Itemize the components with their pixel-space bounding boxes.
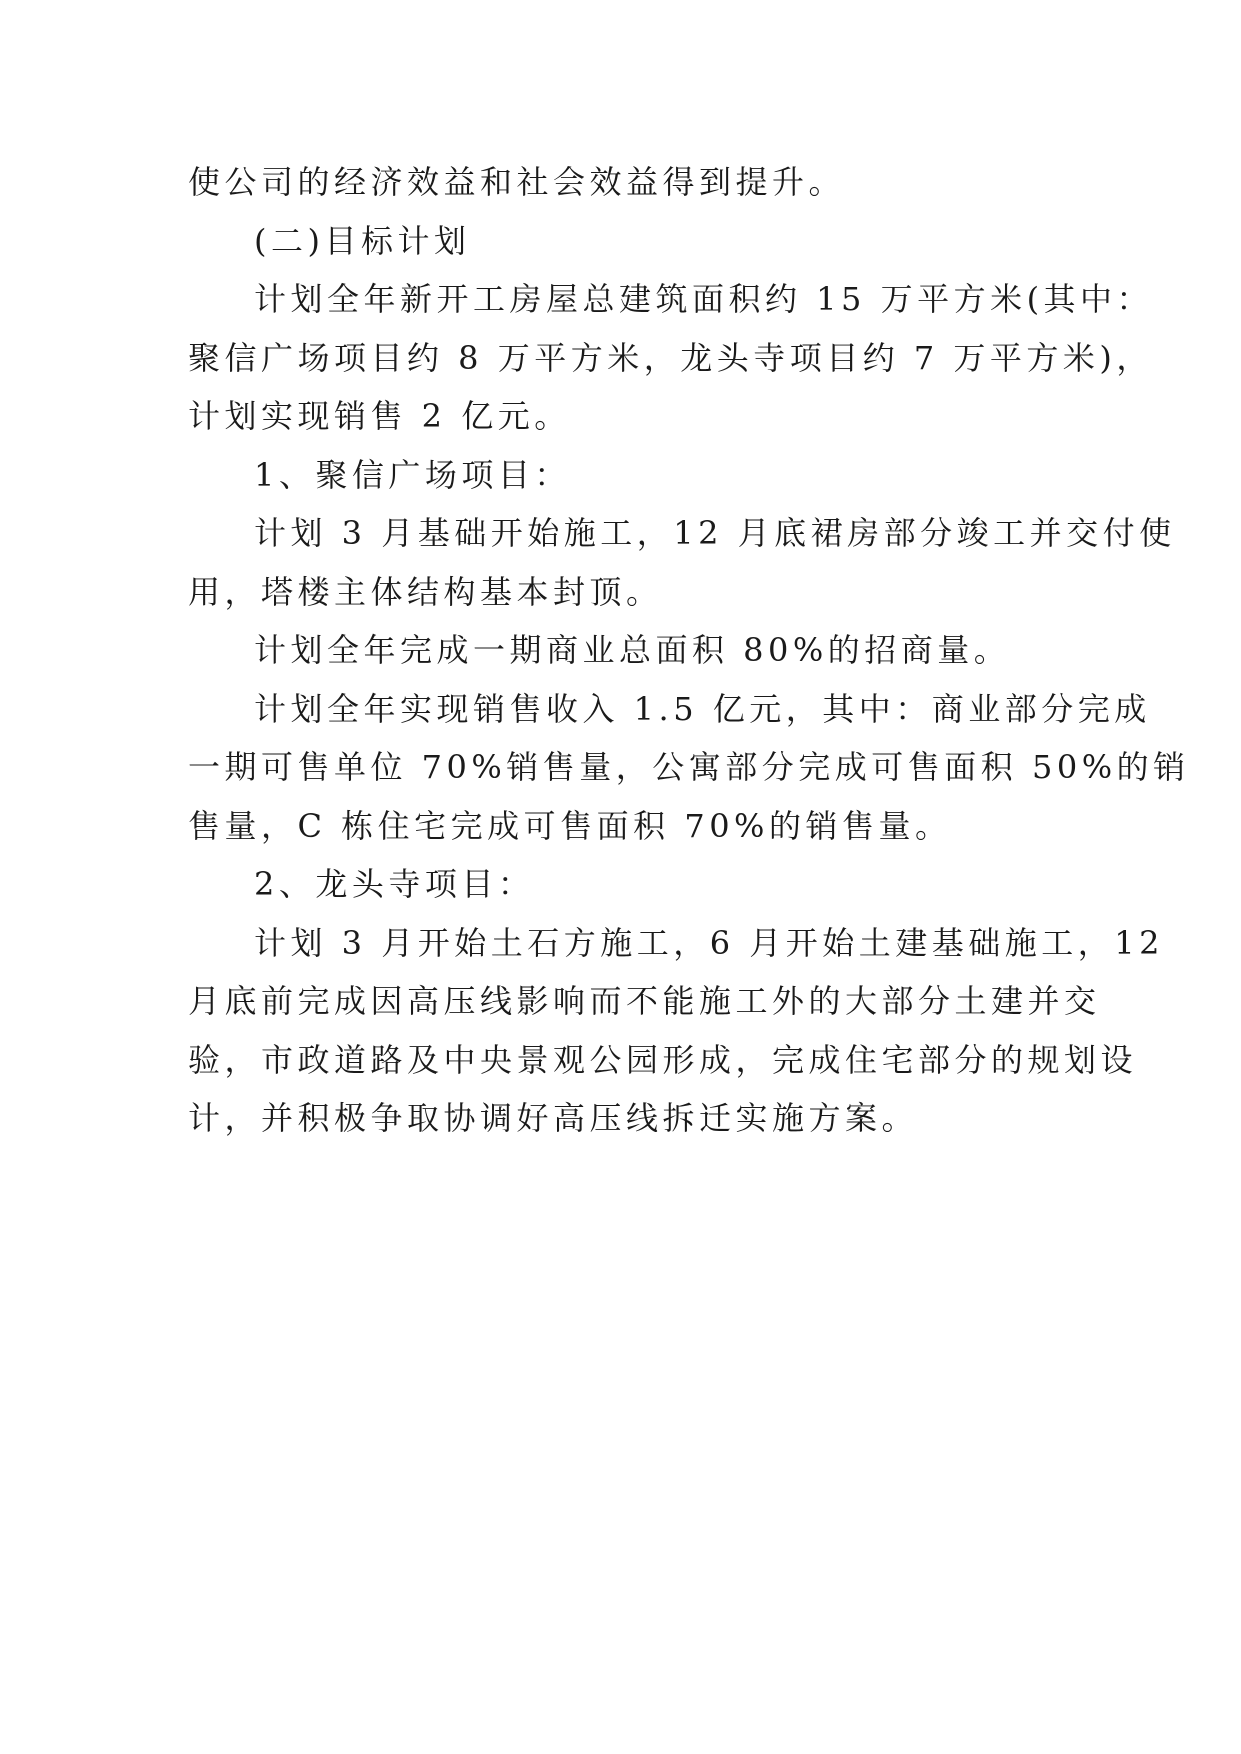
text-line-7: 计划 3 月基础开始施工，12 月底裙房部分竣工并交付使 — [254, 514, 1176, 552]
subheading-longtousi: 2、龙头寺项目： — [254, 865, 535, 903]
text-line-15: 月底前完成因高压线影响而不能施工外的大部分土建并交 — [188, 982, 1101, 1020]
text-line-9: 计划全年完成一期商业总面积 80%的招商量。 — [254, 631, 1011, 669]
section-heading-target-plan: (二)目标计划 — [254, 221, 471, 260]
subheading-juxin-plaza: 1、聚信广场项目： — [254, 455, 571, 494]
text-line-14: 计划 3 月开始土石方施工，6 月开始土建基础施工，12 — [254, 923, 1164, 962]
text-line-10: 计划全年实现销售收入 1.5 亿元，其中：商业部分完成 — [254, 689, 1151, 728]
text-line-16: 验，市政道路及中央景观公园形成，完成住宅部分的规划设 — [188, 1040, 1138, 1079]
text-line-8: 用，塔楼主体结构基本封顶。 — [188, 572, 663, 611]
text-line-17: 计，并积极争取协调好高压线拆迁实施方案。 — [188, 1099, 919, 1137]
text-line-5: 计划实现销售 2 亿元。 — [188, 397, 571, 435]
text-line-11: 一期可售单位 70%销售量，公寓部分完成可售面积 50%的销 — [188, 748, 1190, 786]
document-body — [188, 153, 1190, 1148]
text-line-12: 售量，C 栋住宅完成可售面积 70%的销售量。 — [188, 806, 952, 845]
text-line-3: 计划全年新开工房屋总建筑面积约 15 万平方米(其中： — [254, 280, 1154, 318]
text-line-1: 使公司的经济效益和社会效益得到提升。 — [188, 163, 846, 201]
text-line-4: 聚信广场项目约 8 万平方米，龙头寺项目约 7 万平方米)， — [188, 338, 1153, 377]
